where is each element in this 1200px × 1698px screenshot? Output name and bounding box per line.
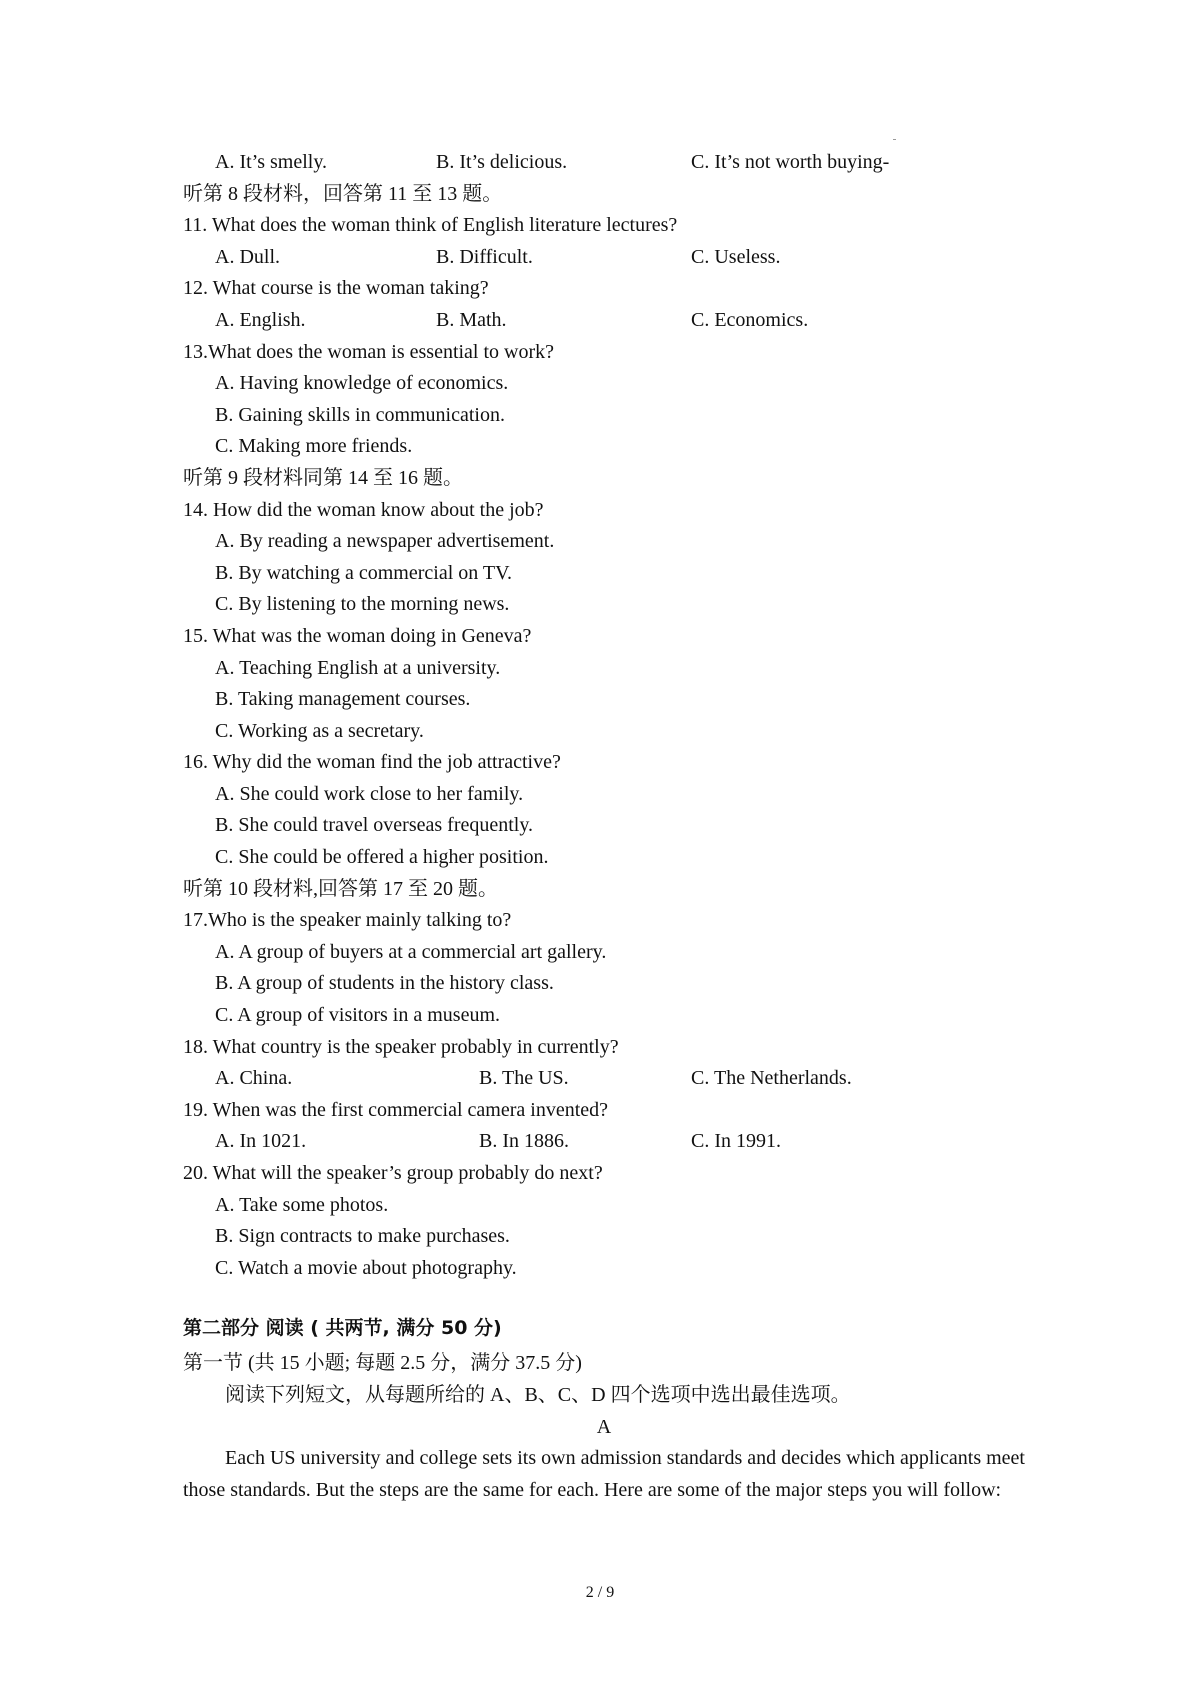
- q16-option-b: B. She could travel overseas frequently.: [215, 814, 534, 837]
- q16-option-a: A. She could work close to her family.: [215, 782, 524, 805]
- option-b: B. Difficult.: [436, 245, 533, 268]
- option-c: C. In 1991.: [691, 1130, 781, 1153]
- q18-stem: 18. What country is the speaker probably in currently?: [183, 1035, 619, 1058]
- part-2-subtitle: 第一节 (共 15 小题; 每题 2.5 分，满分 37.5 分): [183, 1352, 582, 1375]
- q14-option-a: A. By reading a newspaper advertisement.: [215, 530, 555, 553]
- option-a: A. It’s smelly.: [215, 151, 328, 173]
- part-2-title: 第二部分 阅读 ( 共两节, 满分 50 分): [183, 1317, 502, 1340]
- q14-option-c: C. By listening to the morning news.: [215, 593, 510, 616]
- q20-option-b: B. Sign contracts to make purchases.: [215, 1225, 510, 1248]
- q19-options: [183, 1126, 1025, 1158]
- q13-option-b: B. Gaining skills in communication.: [215, 403, 505, 426]
- q10-options: [183, 147, 1025, 179]
- q20-stem: 20. What will the speaker’s group probably do next?: [183, 1162, 603, 1184]
- q18-options: [183, 1063, 1025, 1095]
- q16-stem: 16. Why did the woman find the job attractive?: [183, 751, 561, 774]
- option-b: B. In 1886.: [479, 1130, 569, 1153]
- q11-options: [183, 242, 1025, 274]
- q12-stem: 12. What course is the woman taking?: [183, 277, 489, 300]
- passage-paragraph: Each US university and college sets its own admission standards and decides which applicants meet those standards. But the steps are the same for each. Here are some of the major steps you will follow:: [183, 1447, 1025, 1501]
- scan-speck: [893, 139, 896, 140]
- q12-options: [183, 305, 1025, 337]
- q15-option-a: A. Teaching English at a university.: [215, 656, 501, 679]
- option-c: C. The Netherlands.: [691, 1067, 852, 1090]
- page-content: [183, 147, 1025, 1506]
- q15-stem: 15. What was the woman doing in Geneva?: [183, 624, 532, 647]
- option-b: B. It’s delicious.: [436, 151, 568, 173]
- q16-option-c: C. She could be offered a higher position.: [215, 846, 549, 869]
- q14-option-b: B. By watching a commercial on TV.: [215, 561, 512, 584]
- q13-stem: 13.What does the woman is essential to work?: [183, 340, 555, 363]
- q15-option-c: C. Working as a secretary.: [215, 719, 424, 742]
- section-8-instruction: 听第 8 段材料，回答第 11 至 13 题。: [183, 182, 503, 205]
- q19-stem: 19. When was the first commercial camera invented?: [183, 1098, 609, 1121]
- q14-stem: 14. How did the woman know about the job?: [183, 498, 544, 521]
- option-c: C. Useless.: [691, 245, 781, 268]
- option-a: A. China.: [215, 1067, 293, 1090]
- q13-option-c: C. Making more friends.: [215, 435, 413, 458]
- option-a: A. English.: [215, 308, 306, 331]
- option-a: A. In 1021.: [215, 1130, 307, 1153]
- option-b: B. The US.: [479, 1067, 569, 1090]
- q17-option-c: C. A group of visitors in a museum.: [215, 1004, 500, 1027]
- option-a: A. Dull.: [215, 245, 280, 268]
- passage-letter: A: [596, 1415, 612, 1438]
- option-c: C. Economics.: [691, 308, 809, 331]
- q20-option-a: A. Take some photos.: [215, 1193, 389, 1216]
- q15-option-b: B. Taking management courses.: [215, 688, 471, 711]
- section-9-instruction: 听第 9 段材料同第 14 至 16 题。: [183, 466, 463, 489]
- option-b: B. Math.: [436, 308, 507, 331]
- q17-stem: 17.Who is the speaker mainly talking to?: [183, 909, 512, 932]
- q17-option-b: B. A group of students in the history class.: [215, 972, 554, 995]
- q20-option-c: C. Watch a movie about photography.: [215, 1256, 517, 1279]
- q13-option-a: A. Having knowledge of economics.: [215, 372, 509, 395]
- q11-stem: 11. What does the woman think of English literature lectures?: [183, 214, 678, 237]
- part-2-instruction: 阅读下列短文，从每题所给的 A、B、C、D 四个选项中选出最佳选项。: [225, 1383, 851, 1406]
- option-c: C. It’s not worth buying-: [691, 151, 890, 173]
- q17-option-a: A. A group of buyers at a commercial art gallery.: [215, 940, 607, 963]
- section-10-instruction: 听第 10 段材料,回答第 17 至 20 题。: [183, 877, 498, 900]
- page-number: 2 / 9: [585, 1584, 615, 1601]
